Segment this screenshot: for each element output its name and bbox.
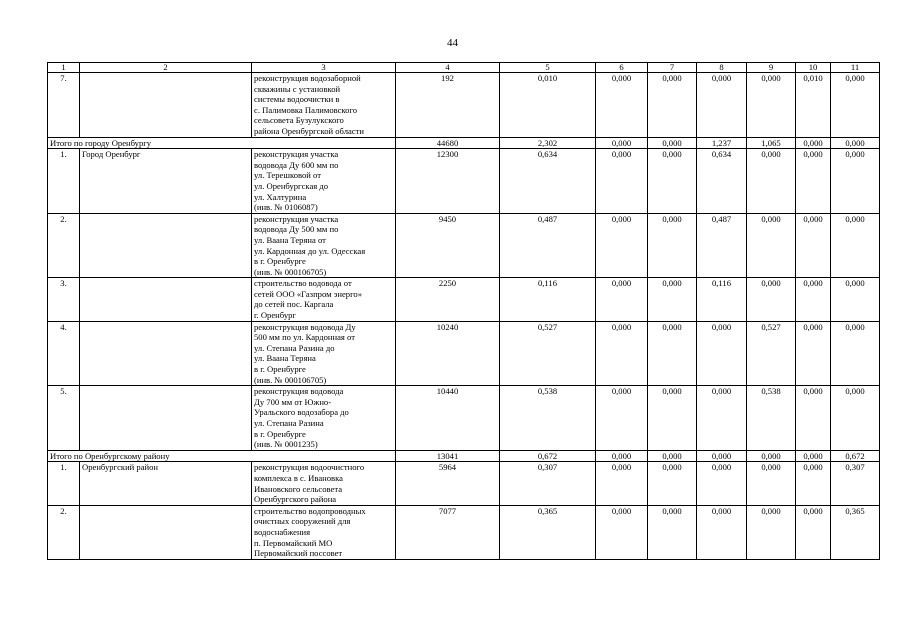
year-value: 0,000 xyxy=(697,73,747,138)
description-line: ул. Терешковой от xyxy=(254,170,321,181)
row-number: 4. xyxy=(48,321,80,386)
year-value: 0,000 xyxy=(796,462,831,505)
description-line: строительство водовода от xyxy=(254,278,352,289)
column-header: 10 xyxy=(796,63,831,73)
cost-value: 13041 xyxy=(396,450,500,462)
description-line: (инв. № 000106705) xyxy=(254,266,327,277)
tariff-value: 0,634 xyxy=(500,149,596,214)
year-value: 1,065 xyxy=(747,137,796,149)
year-value: 0,000 xyxy=(831,321,880,386)
description-line: комплекса в с. Ивановка xyxy=(254,472,343,483)
description-line: в г. Оренбурге xyxy=(254,364,306,375)
column-header: 8 xyxy=(697,63,747,73)
column-header: 2 xyxy=(80,63,252,73)
tariff-value: 0,487 xyxy=(500,213,596,278)
description-line: в г. Оренбурге xyxy=(254,428,306,439)
description-line: Ду 700 мм от Южно- xyxy=(254,396,332,407)
description-line: ул. Оренбургская до xyxy=(254,180,329,191)
description-line: в г. Оренбурге xyxy=(254,256,306,267)
subtotal-label: Итого по городу Оренбургу xyxy=(48,137,396,149)
description-line: системы водоочистки в xyxy=(254,94,340,105)
description-line: Уральского водозабора до xyxy=(254,407,349,418)
year-value: 0,000 xyxy=(831,137,880,149)
table-row xyxy=(48,73,880,138)
year-value: 0,000 xyxy=(796,278,831,321)
year-value: 0,000 xyxy=(697,450,747,462)
territory-name xyxy=(80,73,252,138)
year-value: 0,000 xyxy=(596,278,648,321)
measure-description xyxy=(252,321,396,386)
tariff-value: 0,365 xyxy=(500,505,596,559)
row-number: 2. xyxy=(48,505,80,559)
description-line: реконструкция водозаборной xyxy=(254,73,361,83)
year-value: 0,365 xyxy=(831,505,880,559)
year-value: 0,307 xyxy=(831,462,880,505)
territory-name xyxy=(80,278,252,321)
cost-value: 192 xyxy=(396,73,500,138)
year-value: 0,000 xyxy=(648,149,697,214)
row-number: 1. xyxy=(48,149,80,214)
territory-name: Город Оренбург xyxy=(80,149,252,214)
description-line: Оренбургского района xyxy=(254,494,337,505)
table-row xyxy=(48,462,880,505)
cost-value: 44680 xyxy=(396,137,500,149)
description-line: района Оренбургской области xyxy=(254,125,364,136)
year-value: 0,000 xyxy=(596,213,648,278)
tariff-value: 0,116 xyxy=(500,278,596,321)
measure-description xyxy=(252,149,396,214)
year-value: 0,000 xyxy=(796,137,831,149)
row-number: 3. xyxy=(48,278,80,321)
column-header: 1 xyxy=(48,63,80,73)
table-row xyxy=(48,321,880,386)
description-line: до сетей пос. Каргала xyxy=(254,299,334,310)
description-line: ул. Степана Разина xyxy=(254,418,324,428)
territory-name: Оренбургский район xyxy=(80,462,252,505)
table-row xyxy=(48,149,880,214)
year-value: 0,000 xyxy=(831,213,880,278)
year-value: 0,000 xyxy=(831,278,880,321)
cost-value: 2250 xyxy=(396,278,500,321)
description-line: реконструкция водовода xyxy=(254,386,344,397)
description-line: сельсовета Бузулукского xyxy=(254,115,344,126)
page-number: 44 xyxy=(447,37,458,49)
year-value: 0,000 xyxy=(596,505,648,559)
description-line: реконструкция водовода Ду xyxy=(254,321,356,332)
cost-value: 9450 xyxy=(396,213,500,278)
year-value: 0,000 xyxy=(596,450,648,462)
year-value: 0,000 xyxy=(697,321,747,386)
territory-name xyxy=(80,213,252,278)
year-value: 0,000 xyxy=(648,386,697,451)
tariff-value: 0,672 xyxy=(500,450,596,462)
tariff-value: 0,307 xyxy=(500,462,596,505)
row-number: 7. xyxy=(48,73,80,138)
territory-name xyxy=(80,386,252,451)
year-value: 0,000 xyxy=(596,73,648,138)
measure-description xyxy=(252,386,396,451)
year-value: 0,000 xyxy=(648,505,697,559)
year-value: 0,000 xyxy=(596,137,648,149)
row-number: 1. xyxy=(48,462,80,505)
column-header: 3 xyxy=(252,63,396,73)
measure-description xyxy=(252,462,396,505)
territory-name xyxy=(80,505,252,559)
cost-value: 7077 xyxy=(396,505,500,559)
description-line: с. Палимовка Палимовского xyxy=(254,104,358,115)
year-value: 0,000 xyxy=(648,462,697,505)
investment-table xyxy=(47,62,880,560)
year-value: 0,000 xyxy=(831,386,880,451)
column-header: 9 xyxy=(747,63,796,73)
year-value: 0,000 xyxy=(648,321,697,386)
year-value: 0,000 xyxy=(796,505,831,559)
year-value: 0,538 xyxy=(747,386,796,451)
year-value: 0,000 xyxy=(648,213,697,278)
year-value: 0,000 xyxy=(747,73,796,138)
year-value: 1,237 xyxy=(697,137,747,149)
year-value: 0,000 xyxy=(796,321,831,386)
description-line: водовода Ду 500 мм по xyxy=(254,224,339,235)
table-row xyxy=(48,213,880,278)
year-value: 0,000 xyxy=(747,278,796,321)
subtotal-row xyxy=(48,450,880,462)
table-row xyxy=(48,386,880,451)
year-value: 0,000 xyxy=(697,505,747,559)
row-number: 2. xyxy=(48,213,80,278)
year-value: 0,000 xyxy=(747,213,796,278)
measure-description xyxy=(252,213,396,278)
cost-value: 10440 xyxy=(396,386,500,451)
subtotal-label: Итого по Оренбургскому району xyxy=(48,450,396,462)
row-number: 5. xyxy=(48,386,80,451)
year-value: 0,000 xyxy=(596,149,648,214)
tariff-value: 0,527 xyxy=(500,321,596,386)
column-header: 4 xyxy=(396,63,500,73)
description-line: ул. Халтурина xyxy=(254,191,307,202)
description-line: скважины с установкой xyxy=(254,83,341,94)
territory-name xyxy=(80,321,252,386)
year-value: 0,000 xyxy=(747,149,796,214)
column-header: 11 xyxy=(831,63,880,73)
year-value: 0,000 xyxy=(697,462,747,505)
description-line: очистных сооружений для xyxy=(254,516,351,527)
year-value: 0,000 xyxy=(648,278,697,321)
description-line: ул. Степана Разина до xyxy=(254,342,335,353)
measure-description xyxy=(252,278,396,321)
column-number-header-row xyxy=(48,63,880,73)
description-line: Ивановского сельсовета xyxy=(254,483,343,494)
year-value: 0,634 xyxy=(697,149,747,214)
year-value: 0,000 xyxy=(796,450,831,462)
year-value: 0,487 xyxy=(697,213,747,278)
year-value: 0,672 xyxy=(831,450,880,462)
description-line: ул. Ваана Теряна xyxy=(254,353,316,364)
year-value: 0,000 xyxy=(648,73,697,138)
description-line: (инв. № 000106705) xyxy=(254,374,327,385)
year-value: 0,116 xyxy=(697,278,747,321)
year-value: 0,000 xyxy=(648,137,697,149)
description-line: реконструкция участка xyxy=(254,149,339,160)
table-row xyxy=(48,278,880,321)
tariff-value: 0,538 xyxy=(500,386,596,451)
year-value: 0,000 xyxy=(796,386,831,451)
measure-description xyxy=(252,73,396,138)
description-line: ул. Кардонная до ул. Одесская xyxy=(254,245,366,256)
year-value: 0,000 xyxy=(596,386,648,451)
table-row xyxy=(48,505,880,559)
year-value: 0,000 xyxy=(796,149,831,214)
description-line: строительство водопроводных xyxy=(254,505,366,516)
description-line: водовода Ду 600 мм по xyxy=(254,159,339,170)
description-line: ул. Ваана Теряна от xyxy=(254,234,326,245)
measure-description xyxy=(252,505,396,559)
year-value: 0,000 xyxy=(796,213,831,278)
description-line: реконструкция водоочистного xyxy=(254,462,365,473)
description-line: г. Оренбург xyxy=(254,310,296,321)
description-line: Первомайский поссовет xyxy=(254,548,343,559)
column-header: 5 xyxy=(500,63,596,73)
description-line: (инв. № 0001235) xyxy=(254,439,318,450)
year-value: 0,527 xyxy=(747,321,796,386)
description-line: сетей ООО «Газпром энерго» xyxy=(254,288,362,299)
description-line: реконструкция участка xyxy=(254,213,339,224)
year-value: 0,000 xyxy=(648,450,697,462)
description-line: (инв. № 0106087) xyxy=(254,202,318,213)
description-line: п. Первомайский МО xyxy=(254,537,333,548)
year-value: 0,000 xyxy=(596,462,648,505)
year-value: 0,000 xyxy=(831,73,880,138)
year-value: 0,000 xyxy=(747,450,796,462)
column-header: 7 xyxy=(648,63,697,73)
description-line: водоснабжения xyxy=(254,526,311,537)
year-value: 0,000 xyxy=(747,505,796,559)
tariff-value: 2,302 xyxy=(500,137,596,149)
year-value: 0,000 xyxy=(831,149,880,214)
cost-value: 5964 xyxy=(396,462,500,505)
year-value: 0,010 xyxy=(796,73,831,138)
cost-value: 12300 xyxy=(396,149,500,214)
year-value: 0,000 xyxy=(596,321,648,386)
tariff-value: 0,010 xyxy=(500,73,596,138)
year-value: 0,000 xyxy=(747,462,796,505)
column-header: 6 xyxy=(596,63,648,73)
year-value: 0,000 xyxy=(697,386,747,451)
description-line: 500 мм по ул. Кардонная от xyxy=(254,332,355,343)
cost-value: 10240 xyxy=(396,321,500,386)
subtotal-row xyxy=(48,137,880,149)
